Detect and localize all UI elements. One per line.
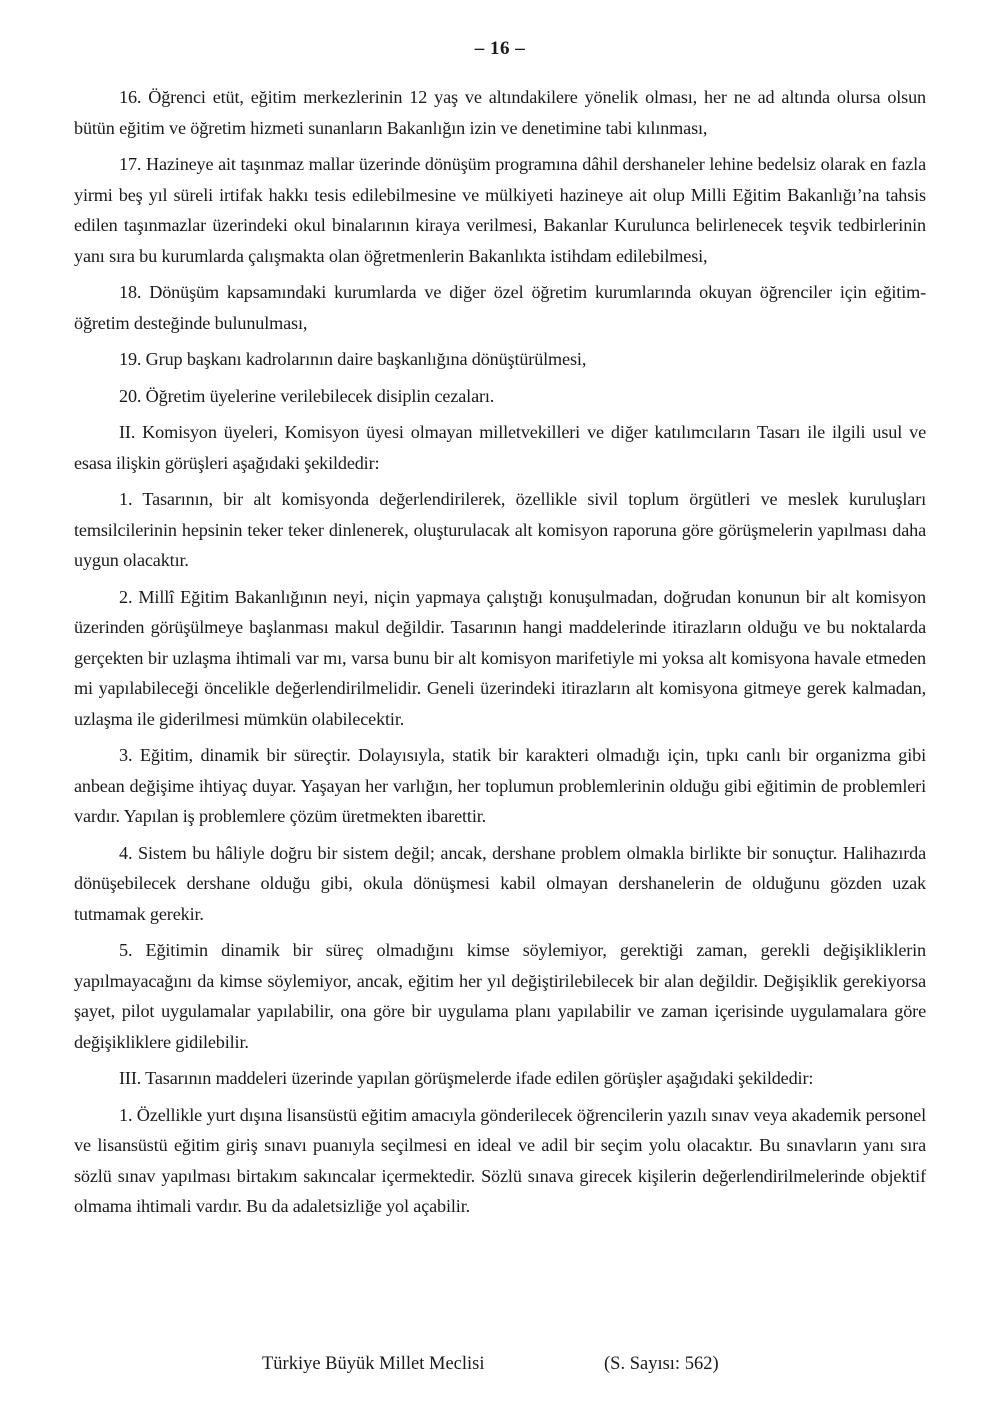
paragraph-item-20: 20. Öğretim üyelerine verilebilecek disiplin cezaları. xyxy=(119,385,495,406)
paragraph-item-19: 19. Grup başkanı kadrolarının daire başkanlığına dönüştürülmesi, xyxy=(119,349,587,369)
paragraph-opinion-1: 1. Tasarının, bir alt komisyonda değerlendirilerek, özellikle sivil toplum örgütleri ve meslek kuruluşları temsilcilerinin hepsinin teker teker dinlenerek, oluşturulacak alt komisyon raporuna göre görüşmelerin yapılması daha uygun olacaktır. xyxy=(74,489,926,570)
footer-institution: Türkiye Büyük Millet Meclisi xyxy=(262,1354,485,1374)
paragraph-opinion-4: 4. Sistem bu hâliyle doğru bir sistem değil; ancak, dershane problem olmakla birlikte bir sonuçtur. Halihazırda dönüşebilecek dershane olduğu gibi, okula dönüşmesi kabil olmayan dershanelerin de olduğunu gözden uzak tutmamak gerekir. xyxy=(74,842,926,924)
paragraph-item-18: 18. Dönüşüm kapsamındaki kurumlarda ve diğer özel öğretim kurumlarında okuyan öğrenciler için eğitim-öğretim desteğinde bulunulması, xyxy=(74,282,926,333)
section-heading-iii: III. Tasarının maddeleri üzerinde yapılan görüşmelerde ifade edilen görüşler aşağıdaki şekildedir: xyxy=(119,1068,814,1088)
paragraph-article-opinion-1: 1. Özellikle yurt dışına lisansüstü eğitim amacıyla gönderilecek öğrencilerin yazılı sınav veya akademik personel ve lisansüstü eğitim giriş sınavı puanıyla seçilmesi en ideal ve adil bir seçim yolu olacaktır. Bu sınavların yanı sıra sözlü sınav yapılması birtakım sakıncalar içermektedir. Sözlü sınava girecek kişilerin değerlendirilmelerinde objektif olmama ihtimali vardır. Bu da adaletsizliğe yol açabilir. xyxy=(74,1104,926,1216)
footer-issue-number: (S. Sayısı: 562) xyxy=(604,1354,719,1374)
page-number: – 16 – xyxy=(474,38,526,59)
document-body xyxy=(74,82,926,1228)
paragraph-item-17: 17. Hazineye ait taşınmaz mallar üzerinde dönüşüm programına dâhil dershaneler lehine bedelsiz olarak en fazla yirmi beş yıl süreli irtifak hakkı tesis edilebilmesine ve mülkiyeti hazineye ait olup Milli Eğitim Bakanlığı’na tahsis edilen taşınmazlar üzerindeki okul binalarının kiraya verilmesi, Bakanlar Kurulunca belirlenecek teşvik tedbirlerinin yanı sıra bu kurumlarda çalışmakta olan öğretmenlerin Bakanlıkta istihdam edilebilmesi, xyxy=(74,154,926,266)
paragraph-opinion-5: 5. Eğitimin dinamik bir süreç olmadığını kimse söylemiyor, gerektiği zaman, gerekli değişikliklerin yapılmayacağını da kimse söylemiyor, ancak, eğitim her yıl değiştirilebilecek bir alan değildir. Değişiklik gerekiyorsa şayet, pilot uygulamalar yapılabilir, ona göre bir uygulama planı yapılabilir ve zaman içerisinde uygulamalara göre değişikliklere gidilebilir. xyxy=(74,940,926,1052)
paragraph-opinion-3: 3. Eğitim, dinamik bir süreçtir. Dolayısıyla, statik bir karakteri olmadığı için, tıpkı canlı bir organizma gibi anbean değişime ihtiyaç duyar. Yaşayan her varlığın, her toplumun problemlerinin olduğu gibi eğitimin de problemleri vardır. Yapılan iş problemlere çözüm üretmekten ibarettir. xyxy=(74,745,926,826)
paragraph-opinion-2: 2. Millî Eğitim Bakanlığının neyi, niçin yapmaya çalıştığı konuşulmadan, doğrudan konunun bir alt komisyon üzerinden görüşülmeye başlanması makul değildir. Tasarının hangi maddelerinde itirazların olduğu ve bu noktalarda gerçekten bir uzlaşma ihtimali var mı, varsa bunu bir alt komisyon marifetiyle mi yoksa alt komisyona havale etmeden mi yapılabileceği öncelikle değerlendirilmelidir. Geneli üzerindeki itirazların alt komisyona gitmeye gerek kalmadan, uzlaşma ile giderilmesi mümkün olabilecektir. xyxy=(74,586,926,729)
section-heading-ii: II. Komisyon üyeleri, Komisyon üyesi olmayan milletvekilleri ve diğer katılımcıların Tasarı ile ilgili usul ve esasa ilişkin görüşleri aşağıdaki şekildedir: xyxy=(74,422,926,473)
paragraph-item-16: 16. Öğrenci etüt, eğitim merkezlerinin 12 yaş ve altındakilere yönelik olması, her ne ad altında olursa olsun bütün eğitim ve öğretim hizmeti sunanların Bakanlığın izin ve denetimine tabi kılınması, xyxy=(74,87,926,138)
